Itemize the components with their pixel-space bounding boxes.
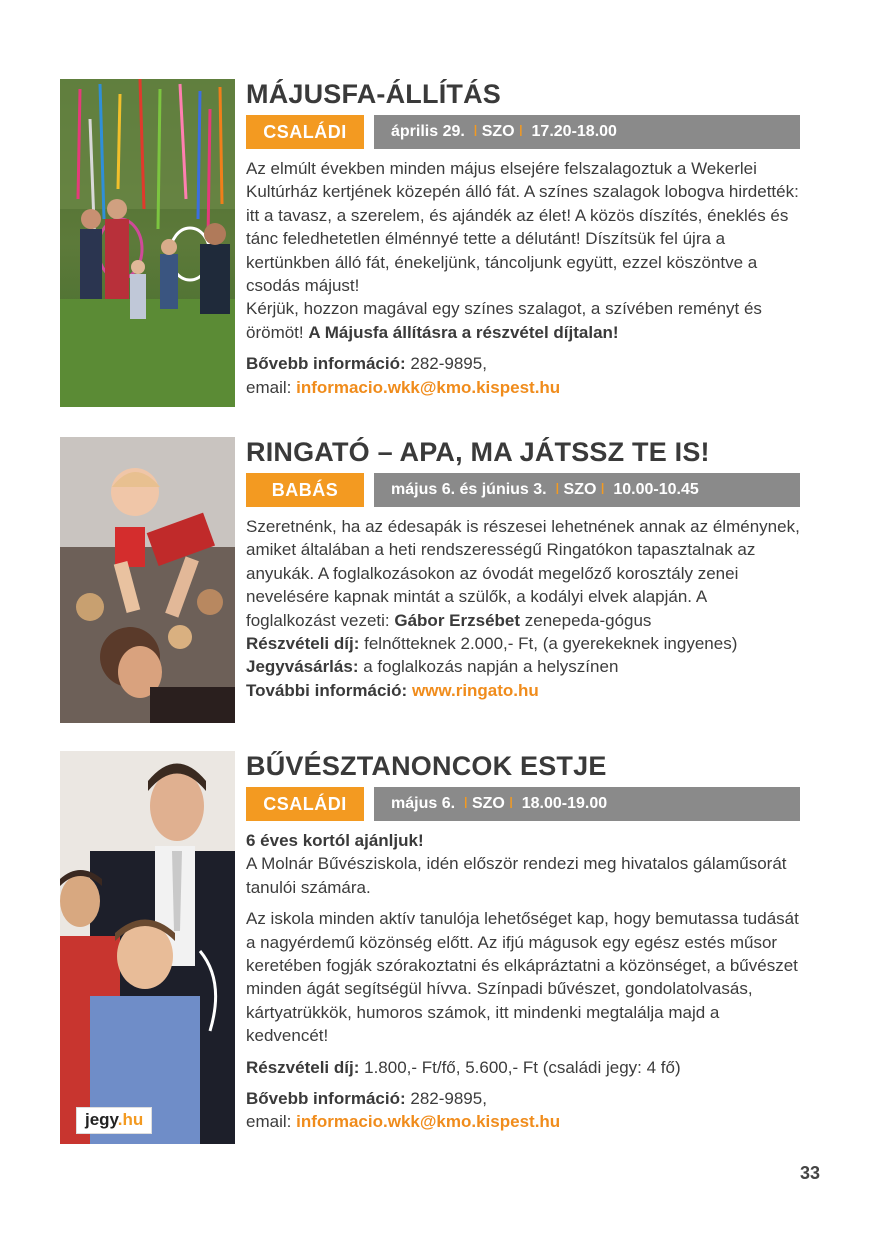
event-majusfa (60, 79, 800, 409)
more-info-line (246, 679, 800, 702)
email-line (246, 376, 800, 399)
event-content (246, 79, 800, 399)
category-badge: BABÁS (246, 473, 364, 507)
date-time-bar (374, 473, 800, 507)
description-paragraph: Az elmúlt években minden május elsejére felszalagoztuk a Wekerlei Kultúrház kertjének közepén álló fát. A színes szalagok lobogva hirdették: itt a tavasz, a szerelem, és ajándék az élet! A közös díszítés, éneklés és tánc feledhetetlen élménnyé tette a délutánt! Díszítsük fel újra a kertünkben álló fát, énekeljünk, táncoljunk együtt, ezzel köszöntve a csodás májust! (246, 159, 799, 296)
event-description (246, 157, 800, 399)
more-info-label: További információ: (246, 680, 408, 700)
description-paragraph: Az iskola minden aktív tanulója lehetőséget kap, hogy bemutassa tudását a nagyérdemű közönség előtt. Az ifjú mágusok egy egész estés műsor keretében fogják szórakoztatni és elkápráztatni a közönséget, a bűvészet minden ágát segítségül hívva. Színpadi bűvészet, gondolatolvasás, kártyatrükkök, humoros számok, itt mindenki megtalálja majd a kedvencét! (246, 909, 799, 1046)
event-title: MÁJUSFA-ÁLLÍTÁS (246, 79, 501, 109)
info-line (246, 352, 800, 375)
event-content (246, 751, 800, 1134)
description-paragraph (246, 515, 800, 632)
event-photo (60, 751, 235, 1144)
date-time-bar (374, 787, 800, 821)
event-time: 10.00-10.45 (613, 481, 699, 498)
info-phone: 282-9895, (410, 1089, 487, 1109)
fee-line (246, 632, 800, 655)
event-day: SZO (481, 123, 515, 140)
email-link[interactable]: informacio.wkk@kmo.kispest.hu (296, 1112, 561, 1132)
event-day: SZO (563, 481, 597, 498)
info-line (246, 1087, 800, 1110)
category-badge: CSALÁDI (246, 115, 364, 149)
leader-title: zenepeda-gógus (524, 610, 652, 630)
separator: I (463, 795, 468, 812)
date-time-bar (374, 115, 800, 149)
fee-line (246, 1056, 800, 1079)
event-date: május 6. (391, 795, 456, 812)
event-time: 17.20-18.00 (531, 123, 617, 140)
info-label: Bővebb információ: (246, 1089, 406, 1109)
event-description (246, 829, 800, 1134)
fee-value: felnőtteknek 2.000,- Ft, (a gyerekeknek ingyenes) (364, 634, 738, 654)
info-label: Bővebb információ: (246, 354, 406, 374)
event-description (246, 515, 800, 702)
separator: I (600, 481, 605, 498)
age-text: 6 éves kortól ajánljuk! (246, 831, 424, 850)
ticket-label: Jegyvásárlás: (246, 657, 359, 677)
email-label: email: (246, 1112, 292, 1132)
fee-label: Részvételi díj: (246, 634, 360, 654)
age-recommendation (246, 829, 800, 852)
request-text: Kérjük, hozzon magával egy színes szalagot, a szívében reményt és örömöt! (246, 299, 762, 342)
logo-suffix: .hu (117, 1110, 144, 1129)
event-info-bar (246, 787, 800, 821)
description-paragraph: A Molnár Bűvésziskola, idén először rendezi meg hivatalos gálaműsorát tanulói számára. (246, 854, 787, 897)
description-text: Szeretnénk, ha az édesapák is részesei lehetnének annak az élménynek, amiket általában a heti rendszerességű Ringatókon tapasztalnak az anyukák. A foglalkozásokon az óvodát megelőző korosztály zenei nevelésére kapnak mintát a szülők, a kodályi elvek alapján. A foglalkozást vezeti: (246, 517, 800, 630)
leader-name: Gábor Erzsébet (394, 610, 521, 630)
email-link[interactable]: informacio.wkk@kmo.kispest.hu (296, 377, 561, 397)
jegy-hu-logo (76, 1107, 152, 1134)
info-phone: 282-9895, (410, 354, 487, 374)
event-title: RINGATÓ – APA, MA JÁTSSZ TE IS! (246, 437, 710, 467)
email-line (246, 1110, 800, 1133)
fee-label: Részvételi díj: (246, 1057, 360, 1077)
event-ringato (60, 437, 800, 727)
separator: I (518, 123, 524, 140)
event-info-bar (246, 473, 800, 507)
separator: I (508, 795, 514, 812)
event-photo (60, 79, 235, 407)
ticket-value: a foglalkozás napján a helyszínen (363, 657, 619, 677)
free-entry-note: A Májusfa állításra a részvétel díjtalan! (308, 322, 619, 342)
event-time: 18.00-19.00 (521, 795, 608, 812)
separator: I (473, 123, 478, 140)
fee-value: 1.800,- Ft/fő, 5.600,- Ft (családi jegy: 4 fő) (364, 1057, 681, 1077)
event-title: BŰVÉSZTANONCOK ESTJE (246, 751, 607, 781)
logo-text: jegy (85, 1110, 118, 1129)
category-badge: CSALÁDI (246, 787, 364, 821)
event-date: május 6. és június 3. (391, 481, 547, 498)
email-label: email: (246, 377, 292, 397)
page-number: 33 (799, 1163, 820, 1183)
description-paragraph (246, 297, 800, 344)
event-content (246, 437, 800, 702)
event-date: április 29. (391, 123, 465, 140)
event-info-bar (246, 115, 800, 149)
separator: I (555, 481, 560, 498)
website-link[interactable]: www.ringato.hu (411, 680, 539, 700)
event-photo (60, 437, 235, 723)
event-buvesztanoncok (60, 751, 800, 1146)
event-day: SZO (471, 795, 505, 812)
ticket-line (246, 655, 800, 678)
